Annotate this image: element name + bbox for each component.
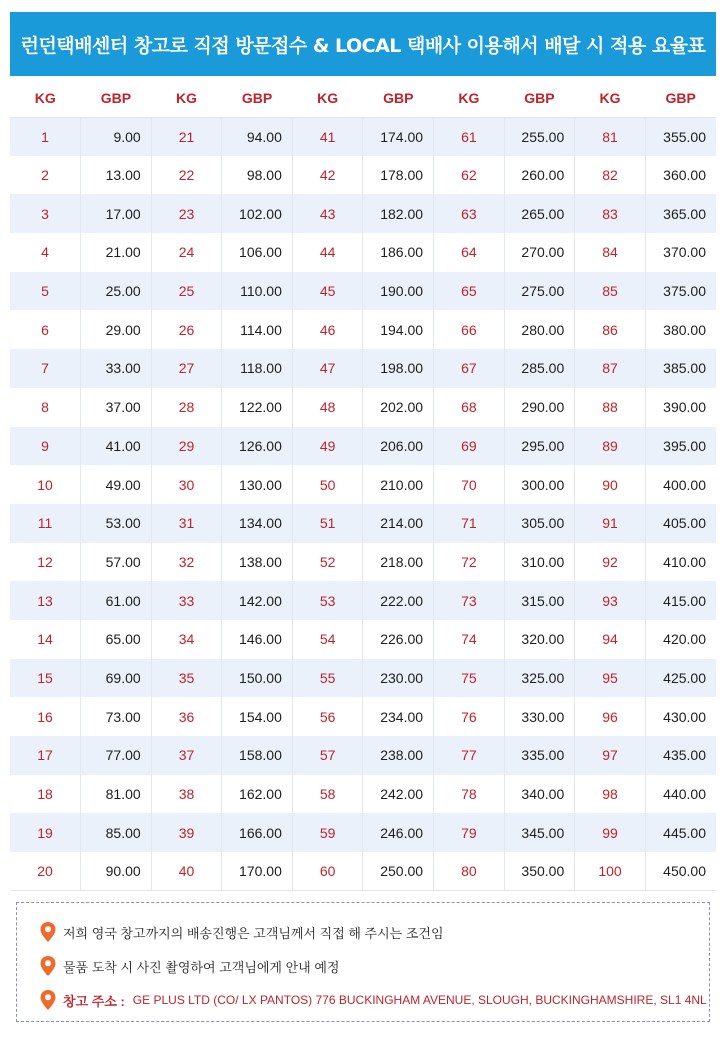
table-row [10, 349, 716, 388]
kg-cell: 15 [10, 659, 81, 698]
gbp-cell: 380.00 [645, 310, 716, 349]
gbp-cell: 126.00 [222, 427, 293, 466]
kg-cell: 98 [575, 775, 646, 814]
gbp-cell: 330.00 [504, 697, 575, 736]
gbp-cell: 210.00 [363, 465, 434, 504]
gbp-cell: 53.00 [81, 504, 152, 543]
gbp-cell: 375.00 [645, 272, 716, 311]
gbp-cell: 218.00 [363, 543, 434, 582]
table-row [10, 543, 716, 582]
gbp-cell: 300.00 [504, 465, 575, 504]
gbp-cell: 114.00 [222, 310, 293, 349]
gbp-cell: 134.00 [222, 504, 293, 543]
table-header-row [10, 80, 716, 117]
kg-cell: 51 [292, 504, 363, 543]
kg-cell: 53 [292, 581, 363, 620]
gbp-cell: 420.00 [645, 620, 716, 659]
gbp-cell: 190.00 [363, 272, 434, 311]
table-row [10, 156, 716, 195]
gbp-cell: 73.00 [81, 697, 152, 736]
header-kg: KG [575, 80, 646, 117]
gbp-cell: 246.00 [363, 813, 434, 852]
kg-cell: 20 [10, 852, 81, 891]
kg-cell: 23 [151, 194, 222, 233]
gbp-cell: 166.00 [222, 813, 293, 852]
kg-cell: 3 [10, 194, 81, 233]
kg-cell: 40 [151, 852, 222, 891]
gbp-cell: 435.00 [645, 736, 716, 775]
kg-cell: 60 [292, 852, 363, 891]
gbp-cell: 445.00 [645, 813, 716, 852]
kg-cell: 27 [151, 349, 222, 388]
gbp-cell: 122.00 [222, 388, 293, 427]
table-row [10, 581, 716, 620]
kg-cell: 78 [434, 775, 505, 814]
kg-cell: 36 [151, 697, 222, 736]
header-gbp: GBP [222, 80, 293, 117]
kg-cell: 13 [10, 581, 81, 620]
kg-cell: 72 [434, 543, 505, 582]
gbp-cell: 194.00 [363, 310, 434, 349]
kg-cell: 59 [292, 813, 363, 852]
kg-cell: 57 [292, 736, 363, 775]
header-kg: KG [434, 80, 505, 117]
kg-cell: 24 [151, 233, 222, 272]
gbp-cell: 102.00 [222, 194, 293, 233]
gbp-cell: 214.00 [363, 504, 434, 543]
kg-cell: 18 [10, 775, 81, 814]
kg-cell: 47 [292, 349, 363, 388]
kg-cell: 79 [434, 813, 505, 852]
kg-cell: 48 [292, 388, 363, 427]
kg-cell: 75 [434, 659, 505, 698]
notes-box [16, 902, 710, 1022]
note-item-address [39, 983, 709, 1017]
gbp-cell: 158.00 [222, 736, 293, 775]
gbp-cell: 325.00 [504, 659, 575, 698]
gbp-cell: 186.00 [363, 233, 434, 272]
page-title: 런던택배센터 창고로 직접 방문접수 & LOCAL 택배사 이용해서 배달 시 적용 요율표 [10, 12, 716, 76]
gbp-cell: 33.00 [81, 349, 152, 388]
gbp-cell: 178.00 [363, 156, 434, 195]
gbp-cell: 335.00 [504, 736, 575, 775]
header-kg: KG [151, 80, 222, 117]
kg-cell: 8 [10, 388, 81, 427]
table-row [10, 233, 716, 272]
gbp-cell: 81.00 [81, 775, 152, 814]
header-gbp: GBP [504, 80, 575, 117]
gbp-cell: 65.00 [81, 620, 152, 659]
gbp-cell: 340.00 [504, 775, 575, 814]
kg-cell: 50 [292, 465, 363, 504]
kg-cell: 62 [434, 156, 505, 195]
kg-cell: 65 [434, 272, 505, 311]
kg-cell: 19 [10, 813, 81, 852]
gbp-cell: 440.00 [645, 775, 716, 814]
kg-cell: 35 [151, 659, 222, 698]
note-item [39, 915, 709, 949]
gbp-cell: 234.00 [363, 697, 434, 736]
kg-cell: 55 [292, 659, 363, 698]
gbp-cell: 118.00 [222, 349, 293, 388]
gbp-cell: 400.00 [645, 465, 716, 504]
kg-cell: 70 [434, 465, 505, 504]
kg-cell: 82 [575, 156, 646, 195]
gbp-cell: 222.00 [363, 581, 434, 620]
kg-cell: 87 [575, 349, 646, 388]
gbp-cell: 265.00 [504, 194, 575, 233]
kg-cell: 11 [10, 504, 81, 543]
gbp-cell: 425.00 [645, 659, 716, 698]
note-text: 물품 도착 시 사진 촬영하여 고객님에게 안내 예정 [63, 959, 340, 975]
gbp-cell: 85.00 [81, 813, 152, 852]
gbp-cell: 142.00 [222, 581, 293, 620]
kg-cell: 97 [575, 736, 646, 775]
kg-cell: 29 [151, 427, 222, 466]
gbp-cell: 69.00 [81, 659, 152, 698]
gbp-cell: 162.00 [222, 775, 293, 814]
gbp-cell: 355.00 [645, 117, 716, 156]
gbp-cell: 385.00 [645, 349, 716, 388]
table-row [10, 388, 716, 427]
kg-cell: 56 [292, 697, 363, 736]
gbp-cell: 106.00 [222, 233, 293, 272]
gbp-cell: 77.00 [81, 736, 152, 775]
kg-cell: 2 [10, 156, 81, 195]
header-kg: KG [10, 80, 81, 117]
gbp-cell: 395.00 [645, 427, 716, 466]
header-gbp: GBP [363, 80, 434, 117]
kg-cell: 88 [575, 388, 646, 427]
gbp-cell: 13.00 [81, 156, 152, 195]
gbp-cell: 410.00 [645, 543, 716, 582]
kg-cell: 45 [292, 272, 363, 311]
kg-cell: 26 [151, 310, 222, 349]
kg-cell: 63 [434, 194, 505, 233]
table-row [10, 620, 716, 659]
kg-cell: 71 [434, 504, 505, 543]
table-row [10, 736, 716, 775]
gbp-cell: 226.00 [363, 620, 434, 659]
header-gbp: GBP [645, 80, 716, 117]
gbp-cell: 138.00 [222, 543, 293, 582]
table-row [10, 194, 716, 233]
kg-cell: 99 [575, 813, 646, 852]
table-row [10, 697, 716, 736]
gbp-cell: 450.00 [645, 852, 716, 891]
gbp-cell: 345.00 [504, 813, 575, 852]
kg-cell: 42 [292, 156, 363, 195]
gbp-cell: 29.00 [81, 310, 152, 349]
gbp-cell: 206.00 [363, 427, 434, 466]
table-row [10, 852, 716, 891]
kg-cell: 17 [10, 736, 81, 775]
kg-cell: 37 [151, 736, 222, 775]
kg-cell: 10 [10, 465, 81, 504]
rate-table-body [10, 117, 716, 891]
rate-table [10, 80, 716, 891]
kg-cell: 89 [575, 427, 646, 466]
gbp-cell: 270.00 [504, 233, 575, 272]
kg-cell: 21 [151, 117, 222, 156]
map-pin-icon [39, 955, 57, 977]
gbp-cell: 390.00 [645, 388, 716, 427]
gbp-cell: 275.00 [504, 272, 575, 311]
gbp-cell: 110.00 [222, 272, 293, 311]
gbp-cell: 365.00 [645, 194, 716, 233]
table-row [10, 310, 716, 349]
kg-cell: 52 [292, 543, 363, 582]
kg-cell: 16 [10, 697, 81, 736]
table-row [10, 272, 716, 311]
kg-cell: 28 [151, 388, 222, 427]
kg-cell: 41 [292, 117, 363, 156]
gbp-cell: 154.00 [222, 697, 293, 736]
header-gbp: GBP [81, 80, 152, 117]
gbp-cell: 90.00 [81, 852, 152, 891]
gbp-cell: 57.00 [81, 543, 152, 582]
kg-cell: 33 [151, 581, 222, 620]
gbp-cell: 230.00 [363, 659, 434, 698]
table-row [10, 465, 716, 504]
kg-cell: 94 [575, 620, 646, 659]
gbp-cell: 21.00 [81, 233, 152, 272]
address-text: GE PLUS LTD (CO/ LX PANTOS) 776 BUCKINGHAM AVENUE, SLOUGH, BUCKINGHAMSHIRE, SL1 4NL [132, 993, 707, 1007]
kg-cell: 83 [575, 194, 646, 233]
kg-cell: 32 [151, 543, 222, 582]
gbp-cell: 295.00 [504, 427, 575, 466]
table-row [10, 775, 716, 814]
map-pin-icon [39, 921, 57, 943]
table-row [10, 504, 716, 543]
gbp-cell: 198.00 [363, 349, 434, 388]
kg-cell: 84 [575, 233, 646, 272]
gbp-cell: 202.00 [363, 388, 434, 427]
gbp-cell: 150.00 [222, 659, 293, 698]
gbp-cell: 49.00 [81, 465, 152, 504]
gbp-cell: 41.00 [81, 427, 152, 466]
gbp-cell: 260.00 [504, 156, 575, 195]
kg-cell: 9 [10, 427, 81, 466]
gbp-cell: 9.00 [81, 117, 152, 156]
gbp-cell: 250.00 [363, 852, 434, 891]
gbp-cell: 174.00 [363, 117, 434, 156]
kg-cell: 49 [292, 427, 363, 466]
note-item [39, 949, 709, 983]
table-row [10, 813, 716, 852]
gbp-cell: 255.00 [504, 117, 575, 156]
kg-cell: 85 [575, 272, 646, 311]
kg-cell: 38 [151, 775, 222, 814]
table-row [10, 659, 716, 698]
gbp-cell: 170.00 [222, 852, 293, 891]
gbp-cell: 146.00 [222, 620, 293, 659]
gbp-cell: 415.00 [645, 581, 716, 620]
gbp-cell: 285.00 [504, 349, 575, 388]
gbp-cell: 430.00 [645, 697, 716, 736]
kg-cell: 31 [151, 504, 222, 543]
gbp-cell: 17.00 [81, 194, 152, 233]
table-row [10, 427, 716, 466]
gbp-cell: 310.00 [504, 543, 575, 582]
kg-cell: 12 [10, 543, 81, 582]
kg-cell: 61 [434, 117, 505, 156]
gbp-cell: 238.00 [363, 736, 434, 775]
kg-cell: 73 [434, 581, 505, 620]
kg-cell: 14 [10, 620, 81, 659]
kg-cell: 44 [292, 233, 363, 272]
kg-cell: 86 [575, 310, 646, 349]
kg-cell: 34 [151, 620, 222, 659]
kg-cell: 54 [292, 620, 363, 659]
address-label: 창고 주소 : [63, 993, 125, 1009]
kg-cell: 64 [434, 233, 505, 272]
gbp-cell: 305.00 [504, 504, 575, 543]
table-row [10, 117, 716, 156]
kg-cell: 5 [10, 272, 81, 311]
kg-cell: 7 [10, 349, 81, 388]
gbp-cell: 242.00 [363, 775, 434, 814]
kg-cell: 96 [575, 697, 646, 736]
kg-cell: 1 [10, 117, 81, 156]
kg-cell: 74 [434, 620, 505, 659]
kg-cell: 22 [151, 156, 222, 195]
kg-cell: 6 [10, 310, 81, 349]
gbp-cell: 320.00 [504, 620, 575, 659]
gbp-cell: 315.00 [504, 581, 575, 620]
kg-cell: 92 [575, 543, 646, 582]
gbp-cell: 25.00 [81, 272, 152, 311]
kg-cell: 58 [292, 775, 363, 814]
kg-cell: 66 [434, 310, 505, 349]
gbp-cell: 405.00 [645, 504, 716, 543]
kg-cell: 90 [575, 465, 646, 504]
gbp-cell: 98.00 [222, 156, 293, 195]
kg-cell: 25 [151, 272, 222, 311]
kg-cell: 77 [434, 736, 505, 775]
kg-cell: 68 [434, 388, 505, 427]
kg-cell: 69 [434, 427, 505, 466]
gbp-cell: 61.00 [81, 581, 152, 620]
gbp-cell: 360.00 [645, 156, 716, 195]
gbp-cell: 290.00 [504, 388, 575, 427]
gbp-cell: 130.00 [222, 465, 293, 504]
map-pin-icon [39, 989, 57, 1011]
kg-cell: 39 [151, 813, 222, 852]
gbp-cell: 280.00 [504, 310, 575, 349]
header-kg: KG [292, 80, 363, 117]
kg-cell: 46 [292, 310, 363, 349]
gbp-cell: 37.00 [81, 388, 152, 427]
kg-cell: 91 [575, 504, 646, 543]
kg-cell: 4 [10, 233, 81, 272]
kg-cell: 81 [575, 117, 646, 156]
note-text: 저희 영국 창고까지의 배송진행은 고객님께서 직접 해 주시는 조건임 [63, 925, 444, 941]
kg-cell: 93 [575, 581, 646, 620]
kg-cell: 30 [151, 465, 222, 504]
gbp-cell: 350.00 [504, 852, 575, 891]
kg-cell: 67 [434, 349, 505, 388]
kg-cell: 43 [292, 194, 363, 233]
kg-cell: 95 [575, 659, 646, 698]
gbp-cell: 182.00 [363, 194, 434, 233]
gbp-cell: 94.00 [222, 117, 293, 156]
kg-cell: 80 [434, 852, 505, 891]
gbp-cell: 370.00 [645, 233, 716, 272]
kg-cell: 100 [575, 852, 646, 891]
kg-cell: 76 [434, 697, 505, 736]
